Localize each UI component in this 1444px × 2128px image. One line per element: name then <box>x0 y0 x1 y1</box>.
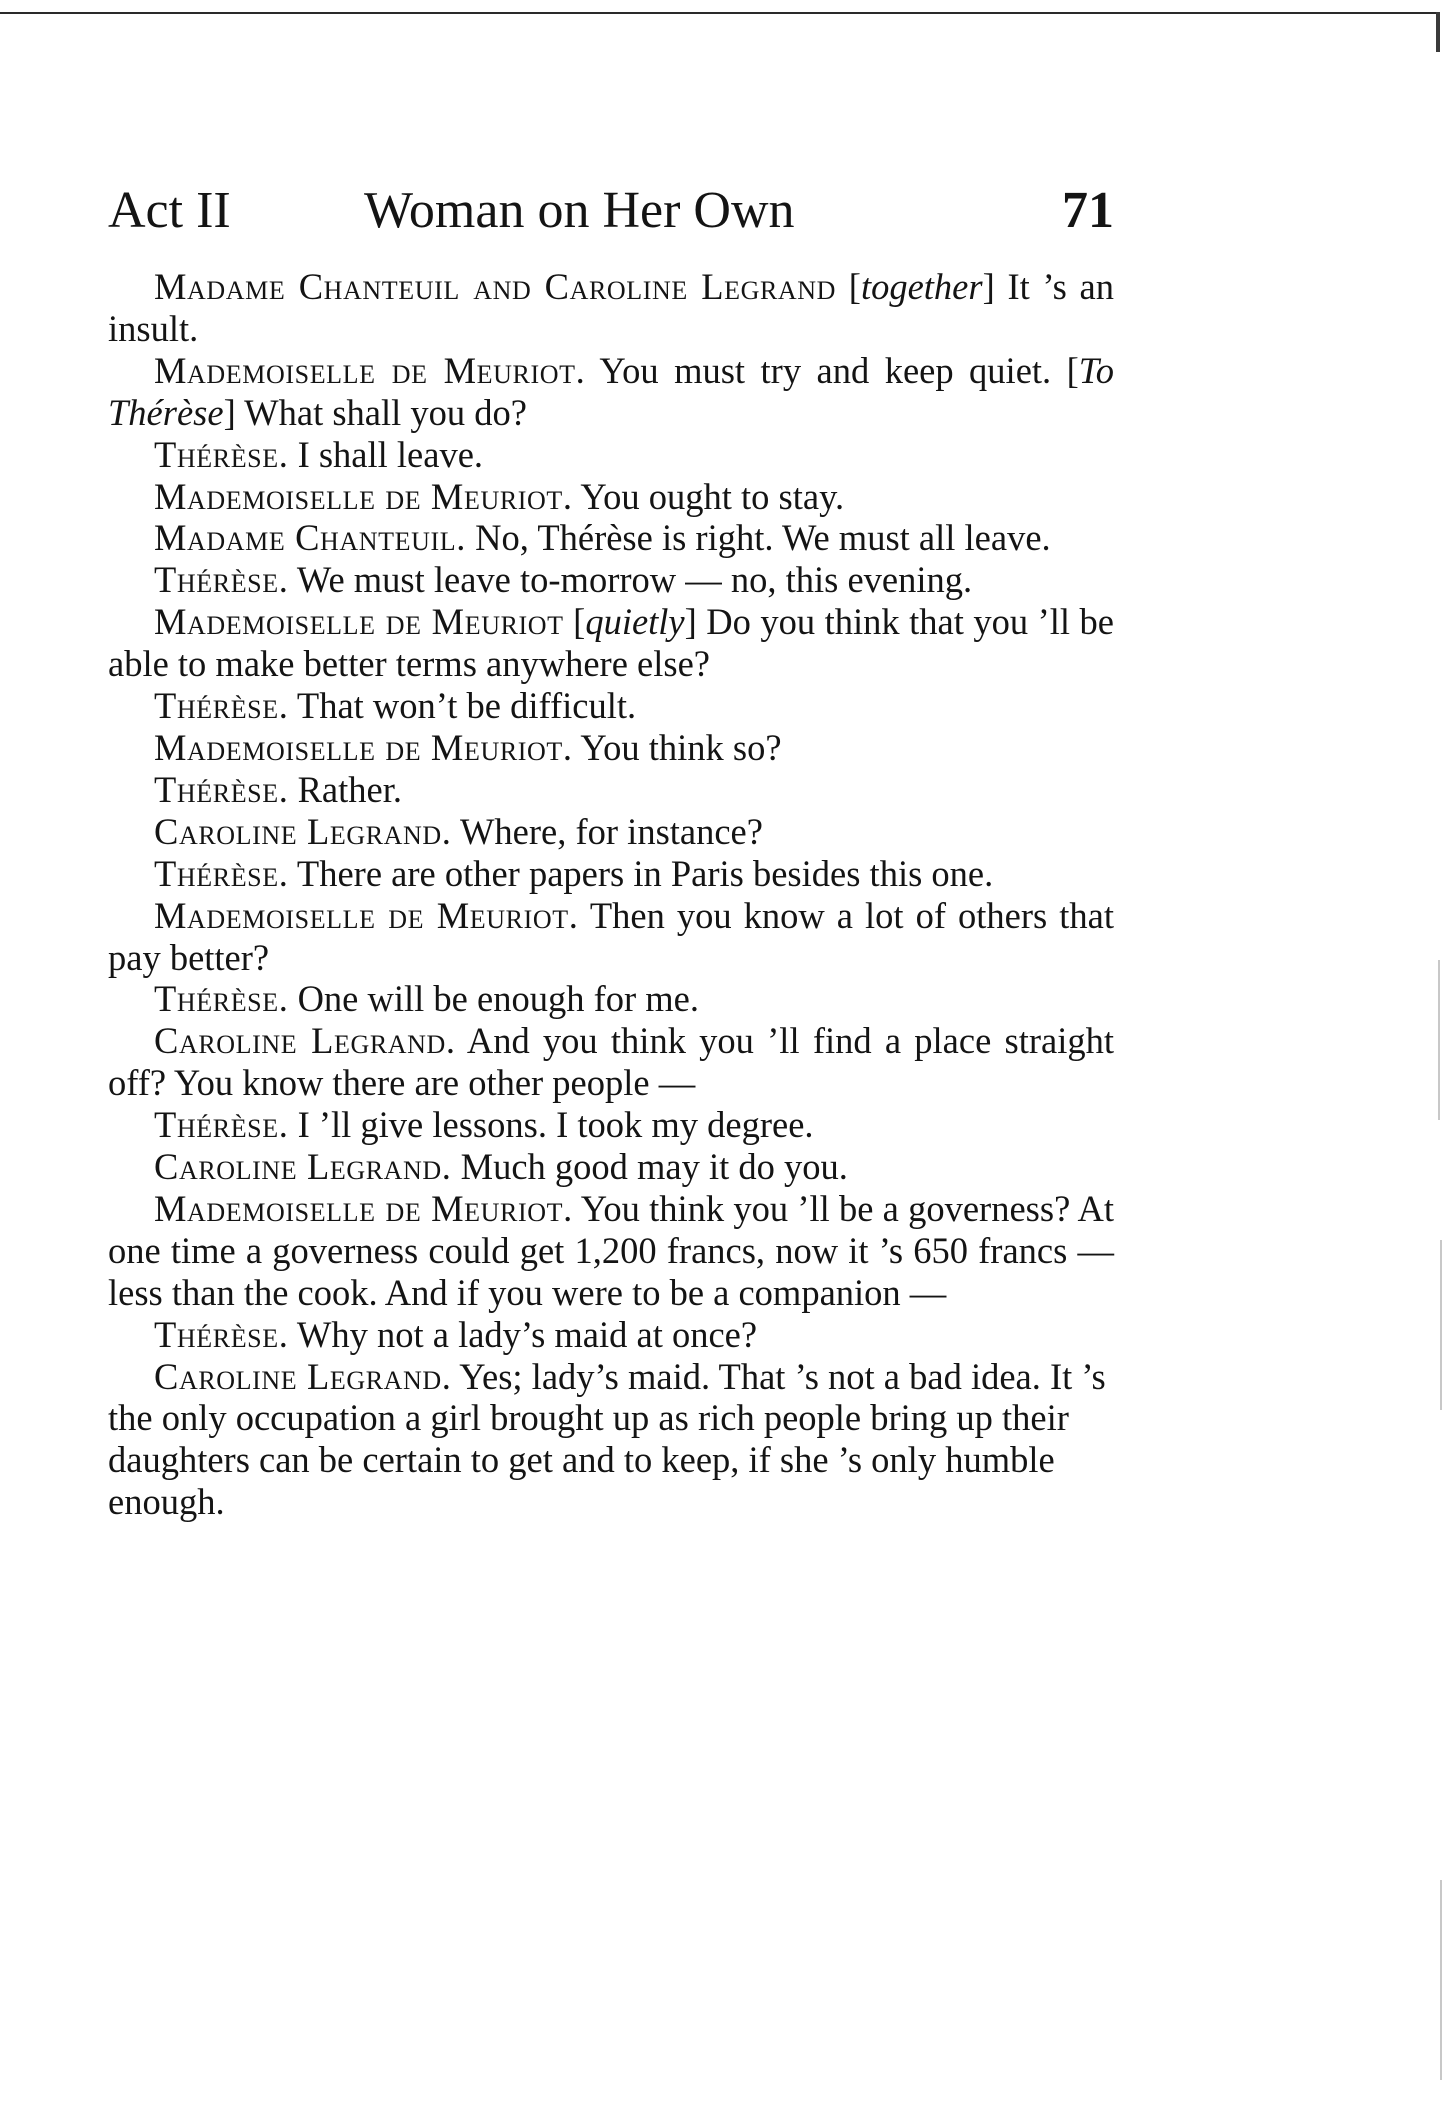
scan-edge-mark <box>1438 960 1440 1120</box>
dialogue-paragraph: Madame Chanteuil and Caroline Legrand [together] It ’s an insult. <box>108 266 1115 349</box>
dialogue-paragraph <box>108 978 1114 1020</box>
dialogue-paragraph <box>108 1314 1114 1356</box>
dialogue-paragraph <box>108 895 1114 979</box>
page-top-edge-rule <box>0 12 1438 14</box>
dialogue-paragraph <box>108 517 1114 559</box>
stage-direction: To Thérèse <box>108 349 1114 433</box>
dialogue-text: Where, for instance? <box>459 810 763 852</box>
speaker-name: Caroline Legrand. <box>154 1355 452 1397</box>
dialogue-text: One will be enough for me. <box>297 978 699 1020</box>
dialogue-text: Do you think that you ’ll be able to make better terms anywhere else? <box>108 601 1115 685</box>
dialogue-text: Then you know a lot of others that pay better? <box>108 894 1114 978</box>
speaker-name: Thérèse. <box>154 852 289 894</box>
speaker-name: Madame Chanteuil. <box>154 517 466 559</box>
page-number: 71 <box>1062 182 1114 239</box>
speaker-name: Thérèse. <box>154 433 289 475</box>
dialogue-text: That won’t be difficult. <box>296 685 637 727</box>
dialogue-text: I ’ll give lessons. I took my degree. <box>297 1104 814 1146</box>
speaker-name: Caroline Legrand. <box>154 810 452 852</box>
running-header <box>108 176 1114 246</box>
speaker-name: Mademoiselle de Meuriot. <box>154 475 573 517</box>
header-title: Woman on Her Own <box>364 182 795 239</box>
speaker-name: Caroline Legrand. <box>154 1146 452 1188</box>
dialogue-text: What shall you do? <box>235 391 527 433</box>
scan-edge-mark <box>1440 1240 1442 1410</box>
speaker-name: Mademoiselle de Meuriot. <box>154 349 586 391</box>
dialogue-paragraph <box>108 769 1114 811</box>
speaker-name: Mademoiselle de Meuriot. <box>154 1187 573 1229</box>
dialogue-paragraph <box>108 1356 1114 1524</box>
dialogue-paragraph: Mademoiselle de Meuriot [quietly] Do you think that you ’ll be able to make better terms anywhere else? <box>108 601 1115 685</box>
dialogue-body <box>108 266 1114 1523</box>
dialogue-text: And you think you ’ll find a place straight off? You know there are other people — <box>108 1020 1114 1104</box>
dialogue-text: You think so? <box>580 726 782 768</box>
dialogue-paragraph <box>108 434 1114 476</box>
stage-direction: quietly <box>585 601 685 643</box>
speaker-name: Caroline Legrand. <box>154 1020 456 1062</box>
dialogue-paragraph <box>108 1020 1114 1104</box>
speaker-name: Mademoiselle de Meuriot. <box>154 726 573 768</box>
speaker-name: Thérèse. <box>154 978 289 1020</box>
dialogue-paragraph <box>108 685 1114 727</box>
dialogue-paragraph <box>108 727 1114 769</box>
dialogue-text: It ’s an insult. <box>108 266 1115 349</box>
dialogue-paragraph: Mademoiselle de Meuriot. You must try and keep quiet. [To Thérèse] What shall you do? <box>108 349 1114 433</box>
dialogue-paragraph <box>108 476 1114 518</box>
dialogue-text: There are other papers in Paris besides this one. <box>296 852 994 894</box>
dialogue-paragraph <box>108 853 1114 895</box>
speaker-name: Thérèse. <box>154 685 289 727</box>
dialogue-text: Rather. <box>297 768 402 810</box>
dialogue-text: Why not a lady’s maid at once? <box>296 1313 758 1355</box>
dialogue-text: You think you ’ll be a governess? At one time a governess could get 1,200 francs, now it ’s 650 francs — less than the cook. And if you were to be a companion — <box>108 1187 1114 1313</box>
header-act: Act II <box>108 182 231 239</box>
stage-direction: together <box>860 266 983 307</box>
dialogue-paragraph <box>108 1188 1114 1314</box>
speaker-name: Mademoiselle de Meuriot <box>154 601 564 643</box>
speaker-name: Madame Chanteuil and Caroline Legrand <box>154 266 837 307</box>
page-corner-mark <box>1436 12 1440 52</box>
dialogue-text: No, Thérèse is right. We must all leave. <box>475 517 1051 559</box>
dialogue-text: Much good may it do you. <box>460 1146 848 1188</box>
dialogue-paragraph <box>108 559 1114 601</box>
speaker-name: Thérèse. <box>154 1104 289 1146</box>
speaker-name: Thérèse. <box>154 559 289 601</box>
dialogue-text: You must try and keep quiet. <box>599 349 1067 391</box>
speaker-name: Thérèse. <box>154 768 289 810</box>
speaker-name: Mademoiselle de Meuriot. <box>154 894 579 936</box>
dialogue-paragraph <box>108 1146 1114 1188</box>
dialogue-text: We must leave to-morrow — no, this evening. <box>296 559 973 601</box>
scan-edge-mark <box>1440 1880 1442 2080</box>
speaker-name: Thérèse. <box>154 1313 289 1355</box>
dialogue-text: You ought to stay. <box>580 475 845 517</box>
dialogue-text: Yes; lady’s maid. That ’s not a bad idea. It ’s the only occupation a girl brought up as rich people bring up their daughters can be certain to get and to keep, if she ’s only humble enough. <box>108 1355 1106 1523</box>
dialogue-paragraph <box>108 811 1114 853</box>
dialogue-text: I shall leave. <box>297 433 484 475</box>
dialogue-paragraph <box>108 1104 1114 1146</box>
